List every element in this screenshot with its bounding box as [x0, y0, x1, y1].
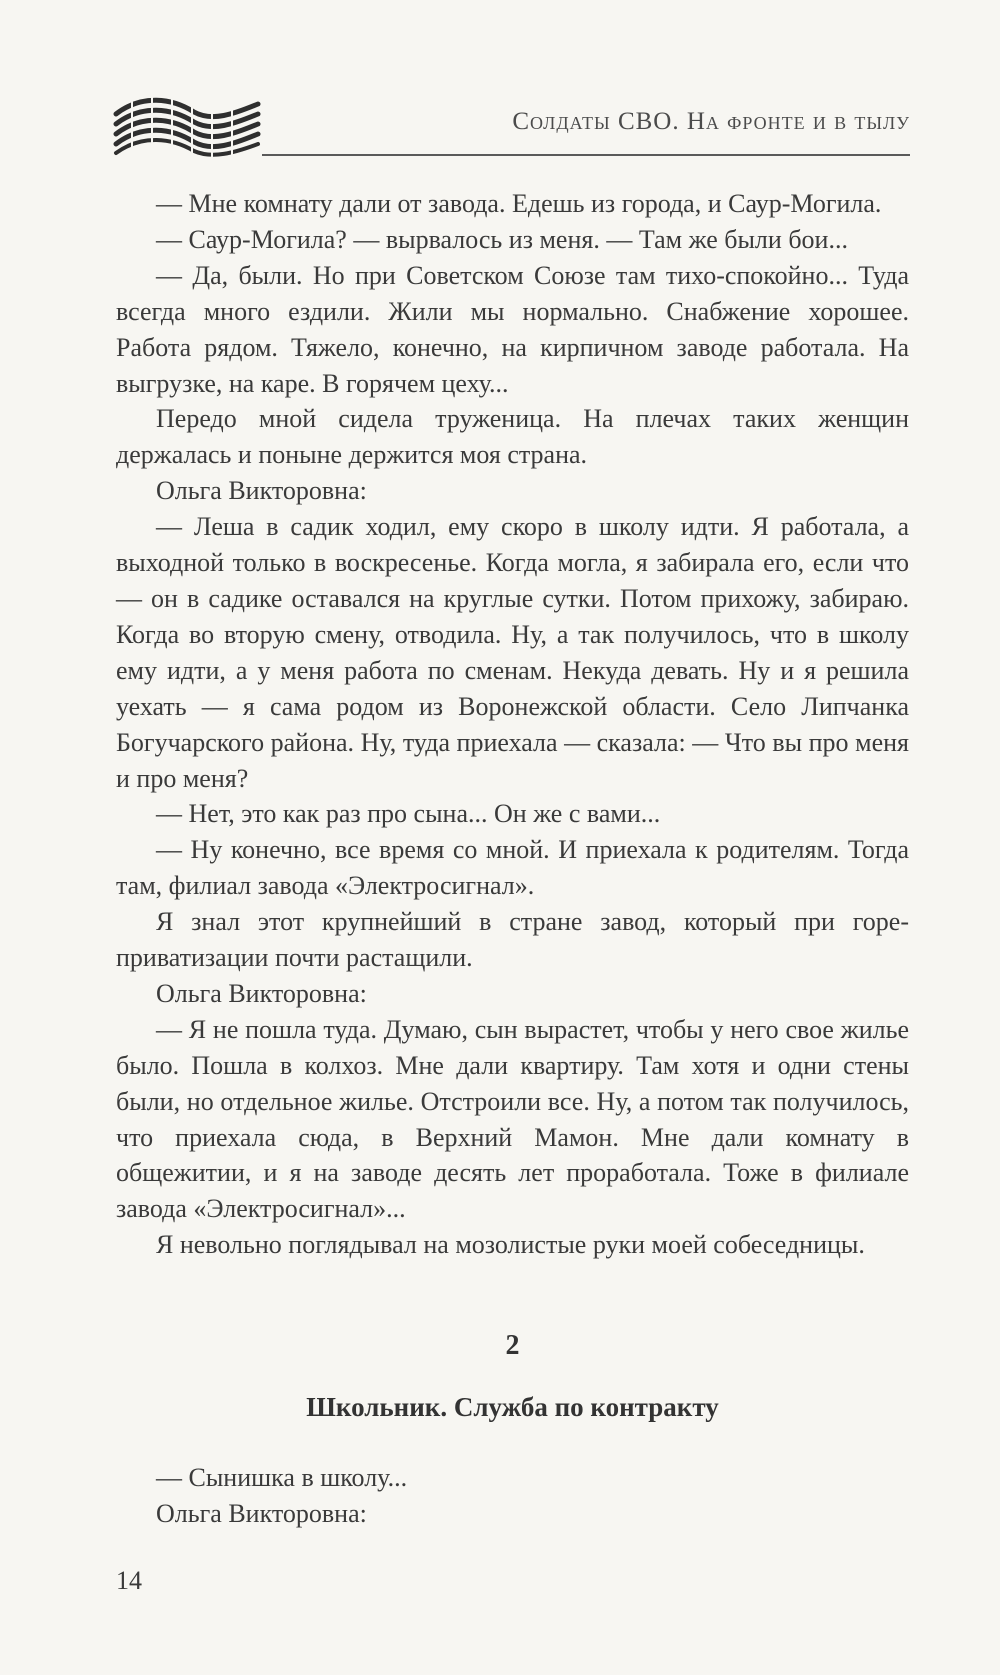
paragraph: — Саур-Могила? — вырвалось из меня. — Там же были бои... [156, 224, 848, 254]
paragraph: Ольга Викторовна: [156, 978, 367, 1008]
paragraph: — Леша в садик ходил, ему скоро в школу идти. Я работала, а выходной только в воскресенье. Когда могла, я забирала его, если что — он в садике оставался на круглые сутки. Потом прихожу, забираю. Когда во вторую смену, отводила. Ну, а так получилось, что в школу ему идти, а у меня работа по сменам. Некуда девать. Ну и я решила уехать — я сама родом из Воронежской области. Село Липчанка Богучарского района. Ну, туда приехала — сказала: — Что вы про меня и про меня? [116, 512, 909, 793]
waving-flag-icon [112, 92, 262, 160]
page-number: 14 [116, 1566, 142, 1595]
paragraph: — Я не пошла туда. Думаю, сын вырастет, чтобы у него свое жилье было. Пошла в колхоз. Мне дали квартиру. Там хотя и одни стены были, но отдельное жилье. Отстроили все. Ну, а потом так получилось, что приехала сюда, в Верхний Мамон. Мне дали комнату в общежитии, и я на заводе десять лет проработала. Тоже в филиале завода «Электросигнал»... [116, 1014, 909, 1224]
paragraph: — Да, были. Но при Советском Союзе там тихо-спокойно... Туда всегда много ездили. Жили мы нормально. Снабжение хорошее. Работа рядом. Тяжело, конечно, на кирпичном заводе работала. На выгрузке, на каре. В горячем цеху... [116, 260, 909, 398]
paragraph: — Ну конечно, все время со мной. И приехала к родителям. Тогда там, филиал завода «Электросигнал». [116, 835, 909, 901]
chapter-number: 2 [505, 1330, 520, 1361]
paragraph: Я знал этот крупнейший в стране завод, который при горе-приватизации почти растащили. [116, 907, 909, 973]
main-text [116, 186, 909, 1263]
paragraph: Ольга Викторовна: [156, 476, 367, 506]
chapter-text [116, 1460, 909, 1532]
paragraph: — Сынишка в школу... [156, 1463, 408, 1492]
running-header-title: Солдаты СВО. На фронте и в тылу [512, 108, 910, 135]
paragraph: Передо мной сидела труженица. На плечах таких женщин держалась и поныне держится моя страна. [116, 404, 909, 470]
paragraph: — Нет, это как раз про сына... Он же с вами... [156, 799, 661, 829]
paragraph: — Мне комнату дали от завода. Едешь из города, и Саур-Могила. [156, 189, 882, 218]
paragraph: Я невольно поглядывал на мозолистые руки моей собеседницы. [156, 1230, 865, 1260]
header-divider [262, 154, 910, 156]
chapter-title: Школьник. Служба по контракту [306, 1392, 719, 1422]
paragraph: Ольга Викторовна: [156, 1498, 367, 1528]
